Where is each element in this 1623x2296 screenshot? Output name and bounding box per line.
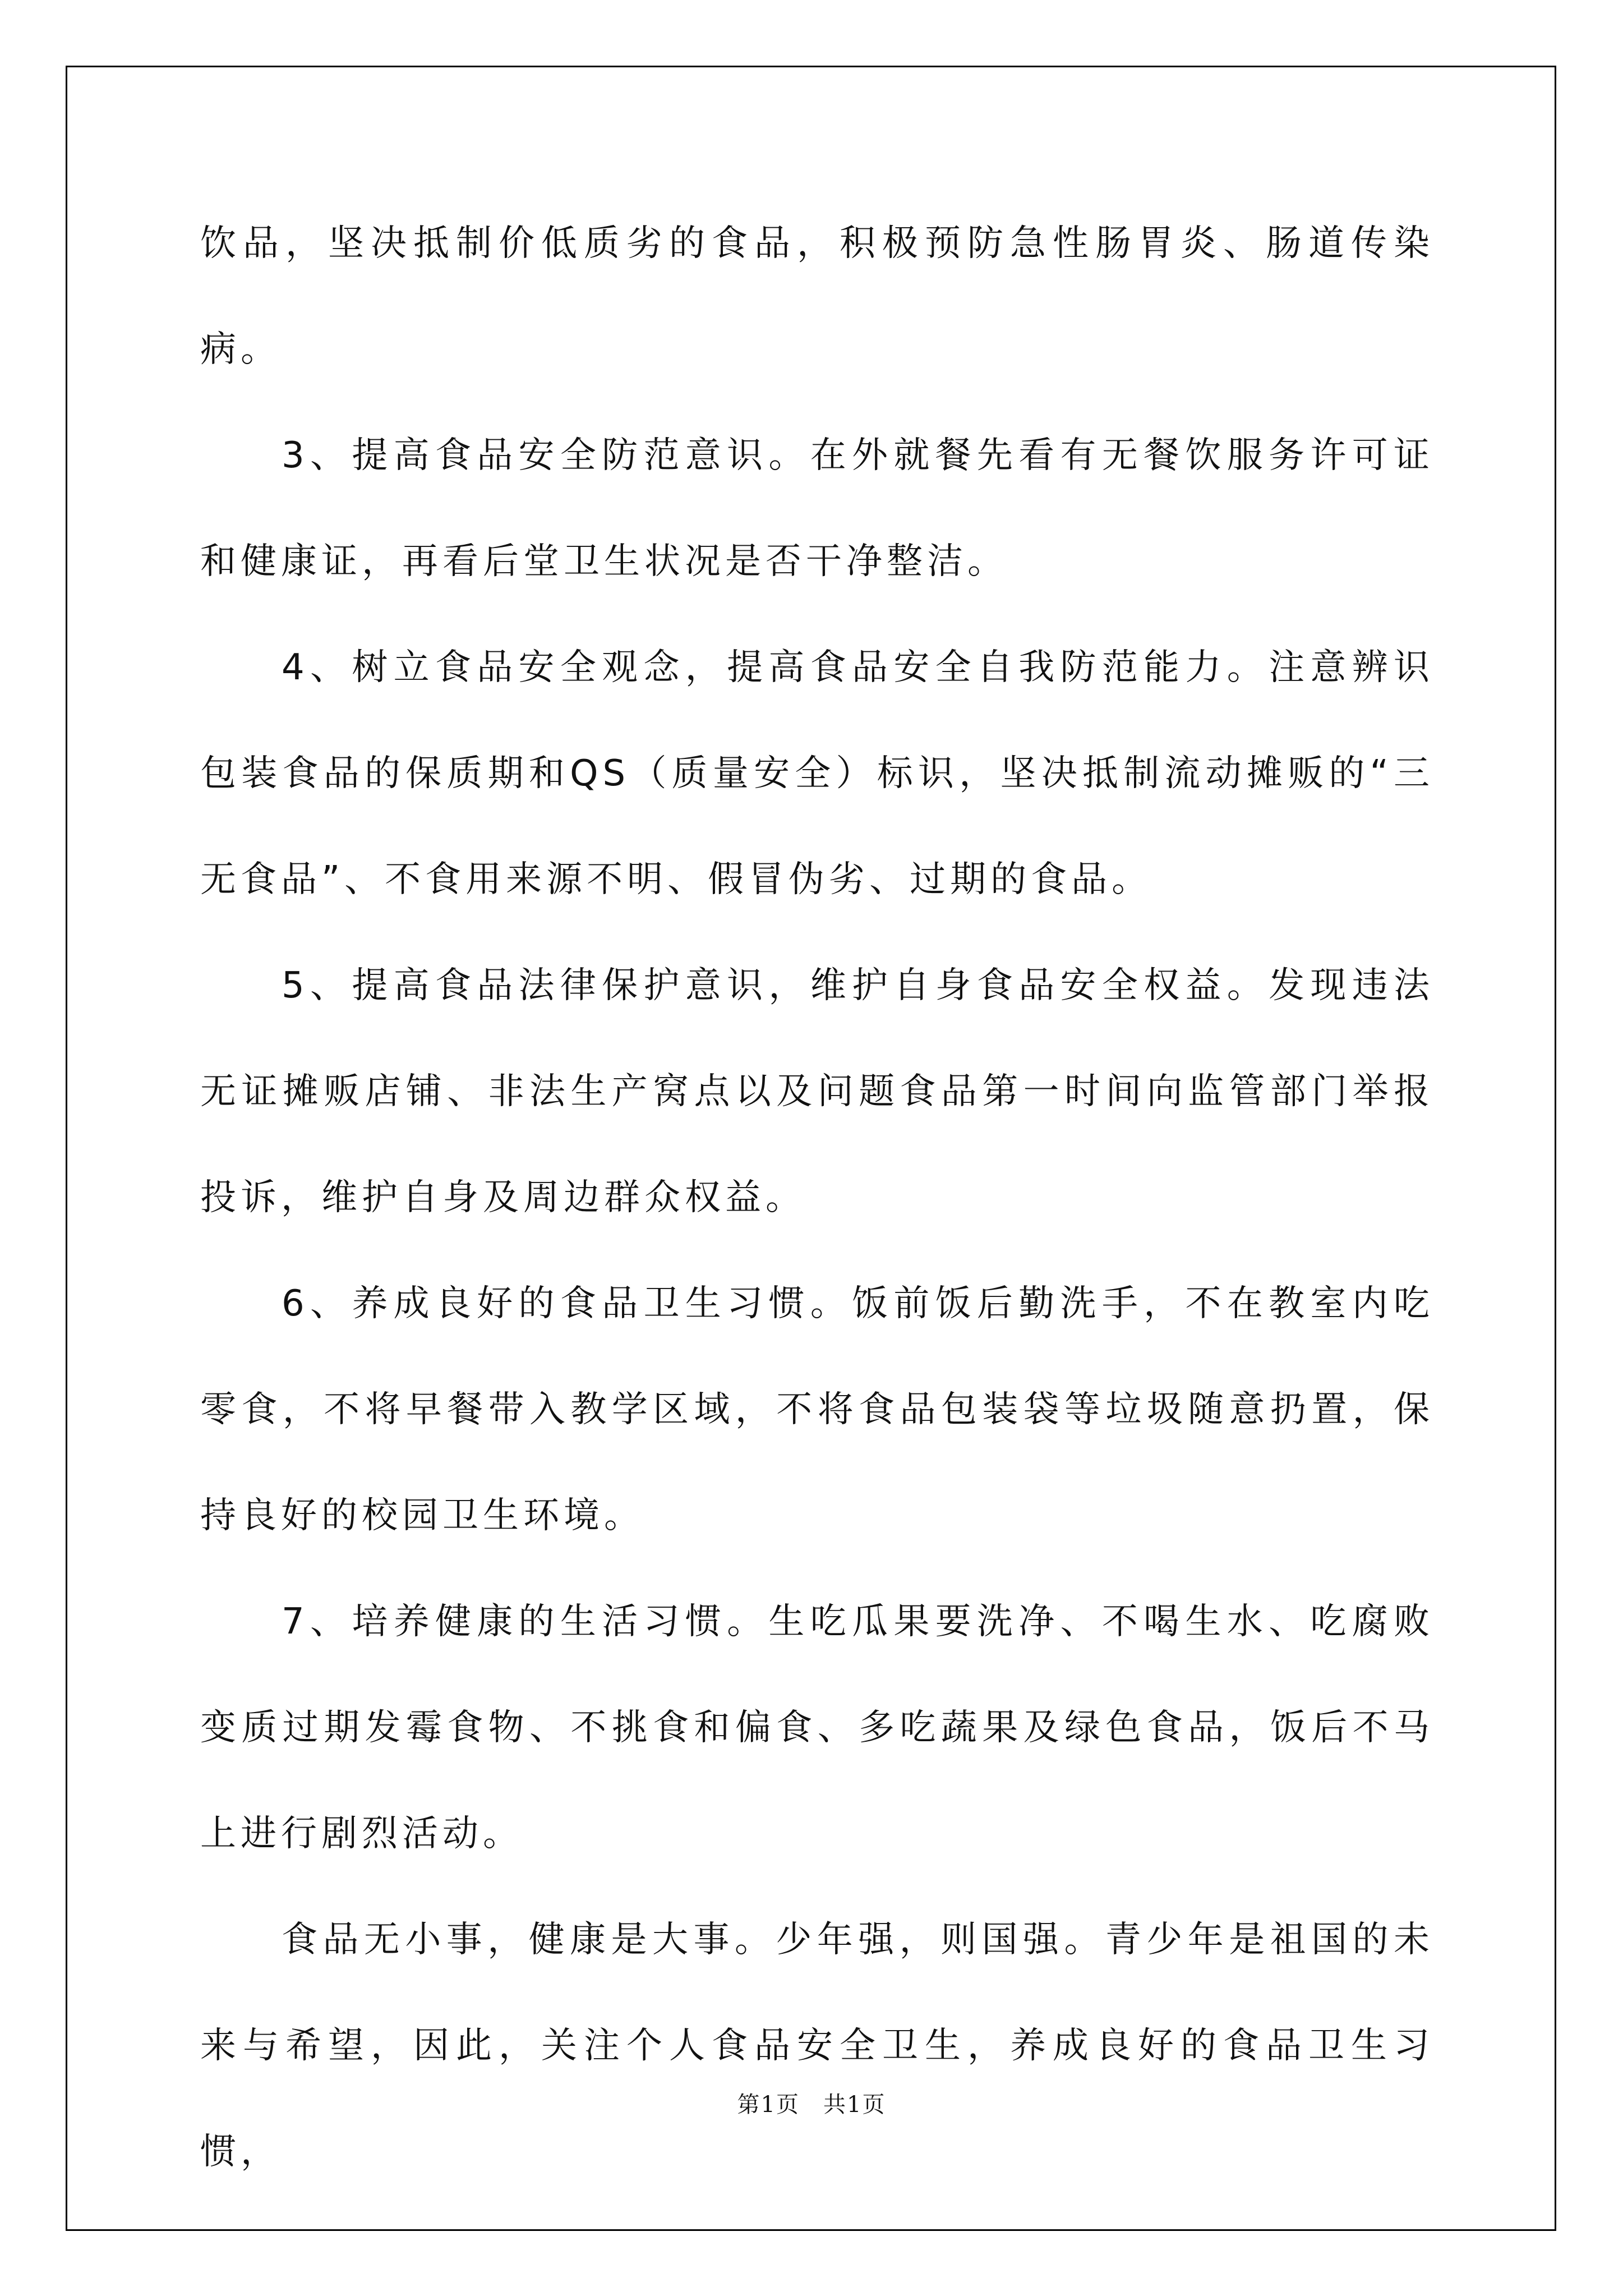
paragraph-1: 饮品，坚决抵制价低质劣的食品，积极预防急性肠胃炎、肠道传染病。	[200, 223, 1434, 370]
paragraph-3: 4、树立食品安全观念，提高食品安全自我防范能力。注意辨识包装食品的保质期和QS（质量安全）标识，坚决抵制流动摊贩的“三无食品”、不食用来源不明、假冒伪劣、过期的食品。	[200, 647, 1434, 900]
paragraph-2: 3、提高食品安全防范意识。在外就餐先看有无餐饮服务许可证和健康证，再看后堂卫生状况是否干净整洁。	[200, 435, 1434, 582]
page-number-footer: 第1页 共1页	[737, 2092, 886, 2118]
paragraph-6: 7、培养健康的生活习惯。生吃瓜果要洗净、不喝生水、吃腐败变质过期发霉食物、不挑食和偏食、多吃蔬果及绿色食品，饭后不马上进行剧烈活动。	[200, 1601, 1434, 1855]
document-body	[200, 191, 1434, 2205]
paragraph-4: 5、提高食品法律保护意识，维护自身食品安全权益。发现违法无证摊贩店铺、非法生产窝点以及问题食品第一时间向监管部门举报投诉，维护自身及周边群众权益。	[200, 965, 1434, 1218]
paragraph-5: 6、养成良好的食品卫生习惯。饭前饭后勤洗手，不在教室内吃零食，不将早餐带入教学区域，不将食品包装袋等垃圾随意扔置，保持良好的校园卫生环境。	[200, 1283, 1434, 1536]
paragraph-7: 食品无小事，健康是大事。少年强，则国强。青少年是祖国的未来与希望，因此，关注个人食品安全卫生，养成良好的食品卫生习惯，	[200, 1919, 1434, 2173]
